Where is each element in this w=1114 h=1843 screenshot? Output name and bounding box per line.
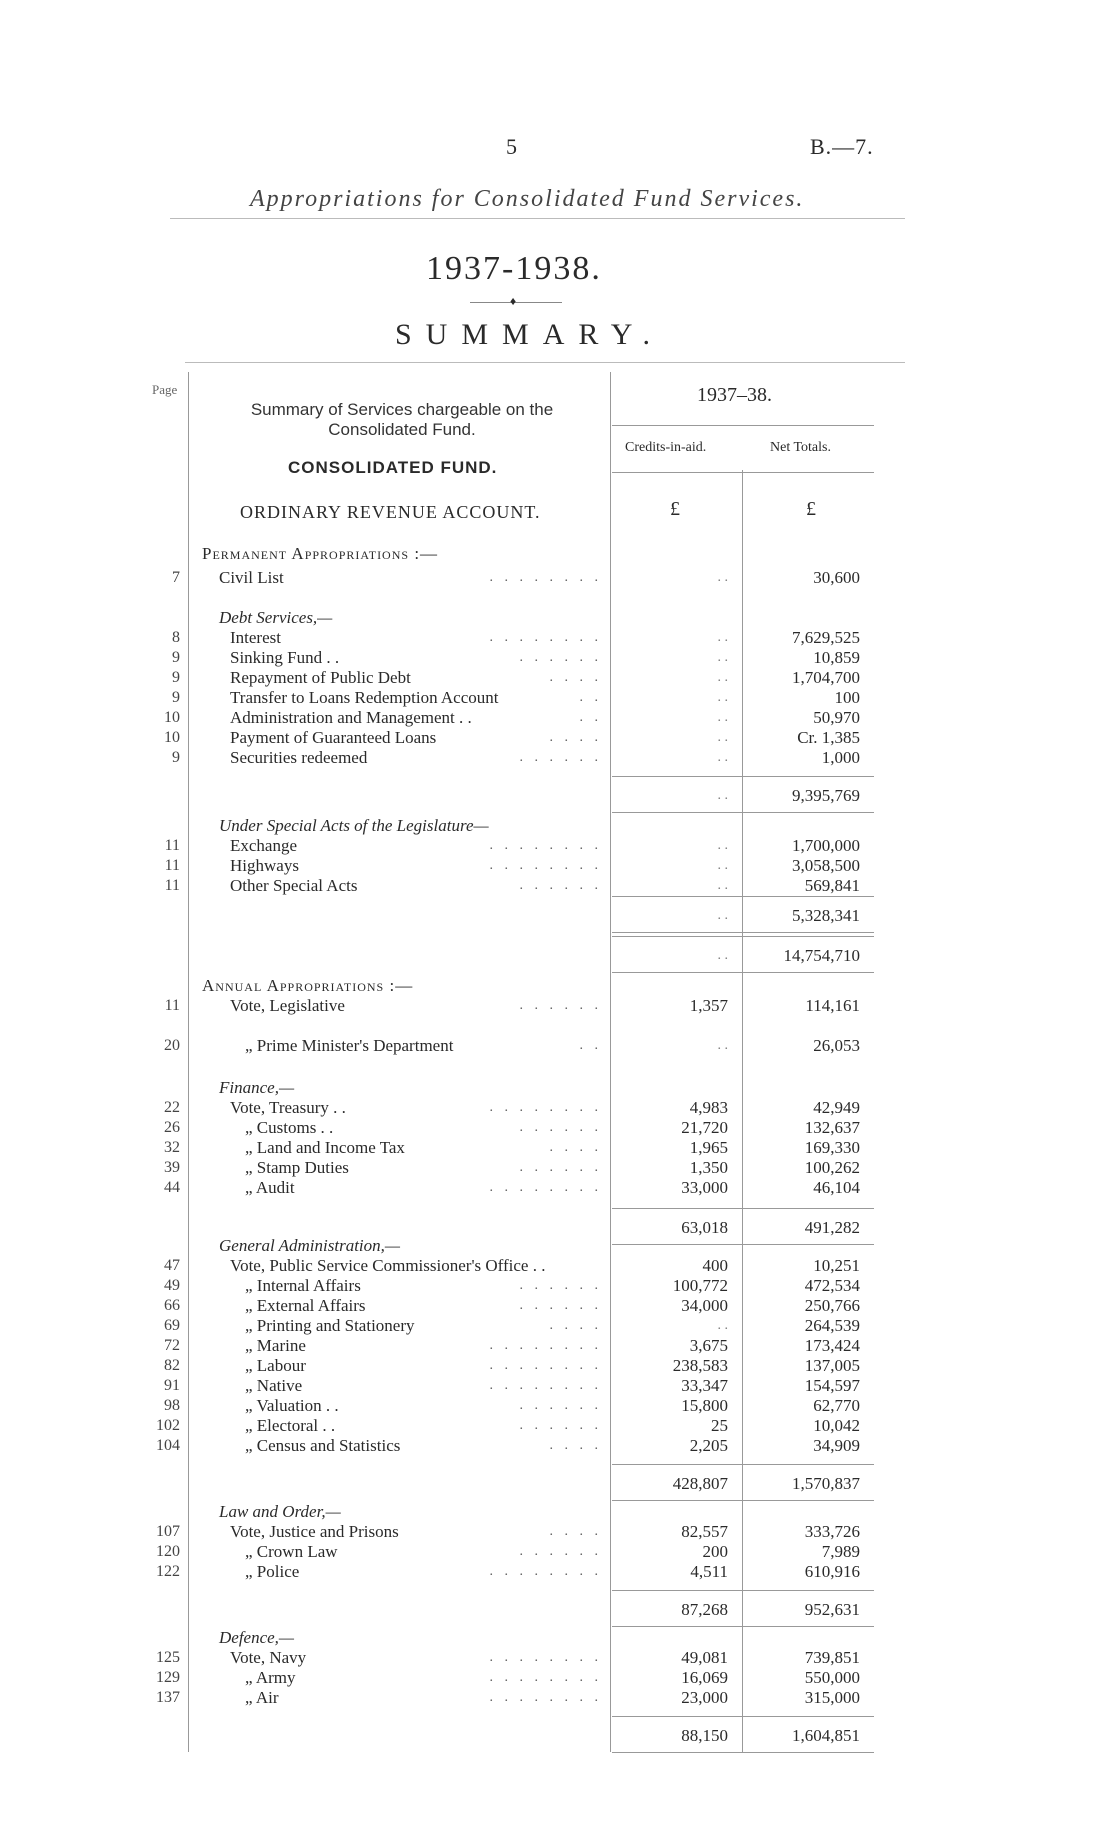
net-currency-symbol: £: [806, 498, 816, 520]
page-reference: 47: [164, 1257, 180, 1274]
subtotal-row: [0, 786, 1114, 806]
table-row: [0, 856, 1114, 876]
page-reference: 20: [164, 1037, 180, 1054]
net-total-value: 154,597: [804, 1376, 860, 1395]
summary-heading: SUMMARY.: [395, 318, 665, 351]
column-header-rule: [612, 472, 874, 473]
net-total-value: 30,600: [813, 568, 860, 587]
leader-dots: . . . .: [549, 1140, 602, 1155]
net-total-value: Cr. 1,385: [797, 728, 860, 747]
page-reference: 32: [164, 1139, 180, 1156]
page-number: 5: [506, 134, 517, 159]
leader-dots: . . . . . . . .: [489, 1100, 602, 1115]
service-label: Interest: [230, 628, 281, 647]
net-total-value: 62,770: [813, 1396, 860, 1415]
page-reference: 10: [164, 729, 180, 746]
credits-in-aid-value: 87,268: [681, 1600, 728, 1619]
section-heading-row: [0, 816, 1114, 836]
section-label: Law and Order,—: [219, 1502, 341, 1521]
credits-in-aid-value: 400: [702, 1256, 728, 1275]
page-reference: 82: [164, 1357, 180, 1374]
table-row: [0, 1336, 1114, 1356]
credits-in-aid-value: 34,000: [681, 1296, 728, 1315]
net-total-value: 114,161: [805, 996, 860, 1015]
credits-in-aid-value: . .: [717, 690, 728, 705]
net-total-value: 173,424: [804, 1336, 860, 1355]
net-total-value: 3,058,500: [792, 856, 860, 875]
credits-in-aid-value: 4,983: [689, 1098, 728, 1117]
page-reference: 10: [164, 709, 180, 726]
diamond-ornament: ♦: [510, 294, 517, 308]
net-total-value: 952,631: [804, 1600, 860, 1619]
service-label: Highways: [230, 856, 299, 875]
table-row: [0, 1296, 1114, 1316]
table-row: [0, 1668, 1114, 1688]
service-label: Other Special Acts: [230, 876, 358, 895]
subtotal-rule-above: [612, 1716, 874, 1717]
credits-in-aid-value: 82,557: [681, 1522, 728, 1541]
subtotal-row: [0, 946, 1114, 966]
page-reference: 9: [172, 689, 180, 706]
net-total-value: 739,851: [804, 1648, 860, 1667]
leader-dots: . . . .: [549, 730, 602, 745]
subtotal-row: [0, 1218, 1114, 1238]
credits-in-aid-value: 1,965: [689, 1138, 728, 1157]
leader-dots: . . . . . .: [519, 1544, 602, 1559]
subtotal-rule-below: [612, 1752, 874, 1753]
net-total-value: 10,251: [813, 1256, 860, 1275]
service-label: Vote, Navy: [230, 1648, 307, 1667]
page-reference: 9: [172, 669, 180, 686]
page-reference: 8: [172, 629, 180, 646]
credits-in-aid-value: 33,347: [681, 1376, 728, 1395]
net-totals-header: Net Totals.: [770, 440, 831, 455]
service-label: „ Valuation . .: [245, 1396, 339, 1415]
service-label: Administration and Management . .: [230, 708, 472, 727]
net-total-value: 7,989: [821, 1542, 860, 1561]
table-row: [0, 1356, 1114, 1376]
service-label: Sinking Fund . .: [230, 648, 340, 667]
page-reference: 11: [164, 857, 180, 874]
account-heading: ORDINARY REVENUE ACCOUNT.: [240, 502, 541, 522]
net-total-value: 1,570,837: [792, 1474, 860, 1493]
section-label: Under Special Acts of the Legislature—: [219, 816, 489, 835]
page-reference: 22: [164, 1099, 180, 1116]
table-row: [0, 1522, 1114, 1542]
leader-dots: . . . . . . . .: [489, 1650, 602, 1665]
service-label: „ Army: [245, 1668, 296, 1687]
net-total-value: 100,262: [804, 1158, 860, 1177]
subtotal-rule-below: [612, 932, 874, 933]
credits-in-aid-value: . .: [717, 858, 728, 873]
credits-in-aid-value: 33,000: [681, 1178, 728, 1197]
net-total-value: 1,000: [821, 748, 860, 767]
section-label: Permanent Appropriations :—: [202, 544, 439, 563]
page-reference: 9: [172, 749, 180, 766]
page-reference: 7: [172, 569, 180, 586]
net-total-value: 1,604,851: [792, 1726, 860, 1745]
table-row: [0, 1316, 1114, 1336]
net-total-value: 315,000: [804, 1688, 860, 1707]
credits-in-aid-value: 21,720: [681, 1118, 728, 1137]
service-label: „ Labour: [245, 1356, 306, 1375]
leader-dots: . . . . . . . .: [489, 838, 602, 853]
leader-dots: . . . .: [549, 1524, 602, 1539]
page-reference: 137: [156, 1689, 180, 1706]
net-total-value: 9,395,769: [792, 786, 860, 805]
service-label: „ Census and Statistics: [245, 1436, 401, 1455]
section-heading-row: [0, 608, 1114, 628]
net-total-value: 132,637: [804, 1118, 860, 1137]
credits-in-aid-value: 238,583: [672, 1356, 728, 1375]
service-label: Vote, Treasury . .: [230, 1098, 346, 1117]
section-label: Finance,—: [219, 1078, 295, 1097]
section-heading-row: [0, 544, 1114, 564]
credits-in-aid-value: . .: [717, 948, 728, 963]
table-row: [0, 1138, 1114, 1158]
credits-in-aid-value: . .: [717, 838, 728, 853]
leader-dots: . . . . . . . .: [489, 1378, 602, 1393]
leader-dots: . . . . . .: [519, 1278, 602, 1293]
page-reference: 49: [164, 1277, 180, 1294]
table-row: [0, 1178, 1114, 1198]
page-reference: 129: [156, 1669, 180, 1686]
leader-dots: . . . . . .: [519, 1298, 602, 1313]
net-total-value: 7,629,525: [792, 628, 860, 647]
year-title: 1937-1938.: [426, 250, 602, 287]
leader-dots: . . . . . .: [519, 650, 602, 665]
service-label: „ Marine: [245, 1336, 306, 1355]
credits-in-aid-value: 428,807: [672, 1474, 728, 1493]
fund-heading: CONSOLIDATED FUND.: [288, 458, 498, 477]
section-heading-row: [0, 1236, 1114, 1256]
table-row: [0, 1376, 1114, 1396]
credits-in-aid-value: 4,511: [690, 1562, 728, 1581]
summary-rule: [185, 362, 905, 363]
table-row: [0, 1416, 1114, 1436]
credits-in-aid-value: . .: [717, 570, 728, 585]
net-total-value: 472,534: [804, 1276, 860, 1295]
page-reference: 120: [156, 1543, 180, 1560]
subtotal-rule-above: [612, 1208, 874, 1209]
leader-dots: . . . . . . . .: [489, 1690, 602, 1705]
leader-dots: . . . . . . . .: [489, 858, 602, 873]
table-row: [0, 996, 1114, 1016]
subtotal-rule-above: [612, 896, 874, 897]
table-row: [0, 1688, 1114, 1708]
table-row: [0, 1036, 1114, 1056]
page-column-header: Page: [152, 382, 178, 397]
leader-dots: . . . .: [549, 1438, 602, 1453]
credits-in-aid-value: . .: [717, 710, 728, 725]
leader-dots: . . . . . . . .: [489, 1564, 602, 1579]
credits-in-aid-value: 88,150: [681, 1726, 728, 1745]
subtotal-rule-above: [612, 776, 874, 777]
credits-in-aid-value: 63,018: [681, 1218, 728, 1237]
leader-dots: . . . . . .: [519, 998, 602, 1013]
leader-dots: . .: [579, 1038, 602, 1053]
subtotal-row: [0, 1474, 1114, 1494]
table-row: [0, 1158, 1114, 1178]
page-subtitle: Appropriations for Consolidated Fund Services.: [250, 186, 805, 212]
credits-in-aid-value: . .: [717, 670, 728, 685]
leader-dots: . .: [579, 690, 602, 705]
document-reference: B.—7.: [810, 134, 874, 159]
leader-dots: . . . . . . . .: [489, 570, 602, 585]
leader-dots: . . . . . . . .: [489, 1670, 602, 1685]
credits-in-aid-value: . .: [717, 908, 728, 923]
service-label: „ Air: [245, 1688, 279, 1707]
page-reference: 102: [156, 1417, 180, 1434]
table-row: [0, 1256, 1114, 1276]
credits-in-aid-value: 23,000: [681, 1688, 728, 1707]
description-heading: Summary of Services chargeable on the Consolidated Fund.: [250, 400, 554, 439]
service-label: Payment of Guaranteed Loans: [230, 728, 437, 747]
section-heading-row: [0, 1628, 1114, 1648]
service-label: Securities redeemed: [230, 748, 368, 767]
service-label: Vote, Legislative: [230, 996, 345, 1015]
page-reference: 11: [164, 877, 180, 894]
net-total-value: 169,330: [804, 1138, 860, 1157]
credits-currency-symbol: £: [670, 498, 680, 520]
table-row: [0, 1562, 1114, 1582]
table-row: [0, 628, 1114, 648]
subtotal-rule-below: [612, 812, 874, 813]
net-total-value: 34,909: [813, 1436, 860, 1455]
subtotal-rule-below: [612, 972, 874, 973]
table-row: [0, 1118, 1114, 1138]
net-total-value: 550,000: [804, 1668, 860, 1687]
table-row: [0, 668, 1114, 688]
credits-in-aid-value: . .: [717, 1038, 728, 1053]
leader-dots: . . . . . . . .: [489, 630, 602, 645]
service-label: „ Police: [245, 1562, 300, 1581]
service-label: „ Internal Affairs: [245, 1276, 361, 1295]
header-rule: [170, 218, 905, 219]
credits-in-aid-value: . .: [717, 788, 728, 803]
page-reference: 104: [156, 1437, 180, 1454]
service-label: „ Audit: [245, 1178, 295, 1197]
credits-in-aid-header: Credits-in-aid.: [625, 440, 707, 455]
credits-in-aid-value: 1,357: [689, 996, 728, 1015]
service-label: „ Native: [245, 1376, 303, 1395]
credits-in-aid-value: 25: [711, 1416, 728, 1435]
service-label: Repayment of Public Debt: [230, 668, 411, 687]
leader-dots: . . . . . . . .: [489, 1338, 602, 1353]
page-reference: 72: [164, 1337, 180, 1354]
leader-dots: . . . . . .: [519, 1120, 602, 1135]
section-label: Defence,—: [219, 1628, 295, 1647]
credits-in-aid-value: 100,772: [672, 1276, 728, 1295]
section-label: Annual Appropriations :—: [202, 976, 414, 995]
section-label: Debt Services,—: [219, 608, 333, 627]
credits-in-aid-value: 49,081: [681, 1648, 728, 1667]
table-row: [0, 1098, 1114, 1118]
credits-in-aid-value: . .: [717, 730, 728, 745]
credits-in-aid-value: 1,350: [689, 1158, 728, 1177]
net-total-value: 10,859: [813, 648, 860, 667]
net-total-value: 42,949: [813, 1098, 860, 1117]
page-reference: 44: [164, 1179, 180, 1196]
leader-dots: . .: [579, 710, 602, 725]
net-total-value: 46,104: [813, 1178, 860, 1197]
page-reference: 26: [164, 1119, 180, 1136]
service-label: Vote, Public Service Commissioner's Office . .: [230, 1256, 546, 1275]
page-reference: 122: [156, 1563, 180, 1580]
table-row: [0, 708, 1114, 728]
service-label: „ Prime Minister's Department: [245, 1036, 454, 1055]
service-label: „ Crown Law: [245, 1542, 338, 1561]
service-label: Exchange: [230, 836, 298, 855]
table-row: [0, 1396, 1114, 1416]
net-total-value: 264,539: [804, 1316, 860, 1335]
credits-in-aid-value: . .: [717, 1318, 728, 1333]
credits-in-aid-value: 16,069: [681, 1668, 728, 1687]
table-row: [0, 1276, 1114, 1296]
section-heading-row: [0, 1078, 1114, 1098]
leader-dots: . . . . . .: [519, 1418, 602, 1433]
table-row: [0, 728, 1114, 748]
table-row: [0, 876, 1114, 896]
page-reference: 107: [156, 1523, 180, 1540]
credits-in-aid-value: 200: [702, 1542, 728, 1561]
leader-dots: . . . .: [549, 670, 602, 685]
net-total-value: 5,328,341: [792, 906, 860, 925]
page-reference: 125: [156, 1649, 180, 1666]
table-row: [0, 688, 1114, 708]
net-total-value: 137,005: [804, 1356, 860, 1375]
service-label: „ Customs . .: [245, 1118, 334, 1137]
service-label: „ External Affairs: [245, 1296, 366, 1315]
year-header-rule: [612, 425, 874, 426]
subtotal-rule-below: [612, 1500, 874, 1501]
net-total-value: 1,704,700: [792, 668, 860, 687]
subtotal-row: [0, 906, 1114, 926]
service-label: Civil List: [219, 568, 284, 587]
subtotal-row: [0, 1600, 1114, 1620]
subtotal-rule-above: [612, 936, 874, 937]
page-reference: 98: [164, 1397, 180, 1414]
net-total-value: 333,726: [804, 1522, 860, 1541]
page-reference: 39: [164, 1159, 180, 1176]
credits-in-aid-value: . .: [717, 878, 728, 893]
table-row: [0, 836, 1114, 856]
subtotal-rule-below: [612, 1626, 874, 1627]
credits-in-aid-value: . .: [717, 630, 728, 645]
leader-dots: . . . . . . . .: [489, 1358, 602, 1373]
leader-dots: . . . . . .: [519, 1398, 602, 1413]
net-total-value: 100: [834, 688, 860, 707]
service-label: Transfer to Loans Redemption Account: [230, 688, 499, 707]
page-reference: 66: [164, 1297, 180, 1314]
page-reference: 69: [164, 1317, 180, 1334]
page-reference: 11: [164, 997, 180, 1014]
leader-dots: . . . . . . . .: [489, 1180, 602, 1195]
service-label: Vote, Justice and Prisons: [230, 1522, 399, 1541]
credits-in-aid-value: 2,205: [689, 1436, 728, 1455]
page-reference: 11: [164, 837, 180, 854]
net-total-value: 26,053: [813, 1036, 860, 1055]
year-column-header: 1937–38.: [697, 384, 772, 406]
net-total-value: 14,754,710: [783, 946, 860, 965]
subtotal-row: [0, 1726, 1114, 1746]
credits-in-aid-value: . .: [717, 750, 728, 765]
leader-dots: . . . . . .: [519, 1160, 602, 1175]
table-row: [0, 568, 1114, 588]
table-row: [0, 748, 1114, 768]
net-total-value: 10,042: [813, 1416, 860, 1435]
table-row: [0, 1436, 1114, 1456]
table-row: [0, 648, 1114, 668]
leader-dots: . . . . . .: [519, 878, 602, 893]
section-label: General Administration,—: [219, 1236, 401, 1255]
leader-dots: . . . .: [549, 1318, 602, 1333]
page-reference: 9: [172, 649, 180, 666]
table-row: [0, 1648, 1114, 1668]
credits-in-aid-value: 3,675: [689, 1336, 728, 1355]
section-heading-row: [0, 976, 1114, 996]
service-label: „ Electoral . .: [245, 1416, 336, 1435]
credits-in-aid-value: . .: [717, 650, 728, 665]
net-total-value: 50,970: [813, 708, 860, 727]
net-total-value: 610,916: [804, 1562, 860, 1581]
leader-dots: . . . . . .: [519, 750, 602, 765]
page-reference: 91: [164, 1377, 180, 1394]
subtotal-rule-above: [612, 1464, 874, 1465]
net-total-value: 491,282: [804, 1218, 860, 1237]
credits-in-aid-value: 15,800: [681, 1396, 728, 1415]
service-label: „ Land and Income Tax: [245, 1138, 405, 1157]
section-heading-row: [0, 1502, 1114, 1522]
net-total-value: 250,766: [804, 1296, 860, 1315]
table-row: [0, 1542, 1114, 1562]
net-total-value: 569,841: [804, 876, 860, 895]
service-label: „ Printing and Stationery: [245, 1316, 415, 1335]
net-total-value: 1,700,000: [792, 836, 860, 855]
service-label: „ Stamp Duties: [245, 1158, 349, 1177]
subtotal-rule-above: [612, 1590, 874, 1591]
